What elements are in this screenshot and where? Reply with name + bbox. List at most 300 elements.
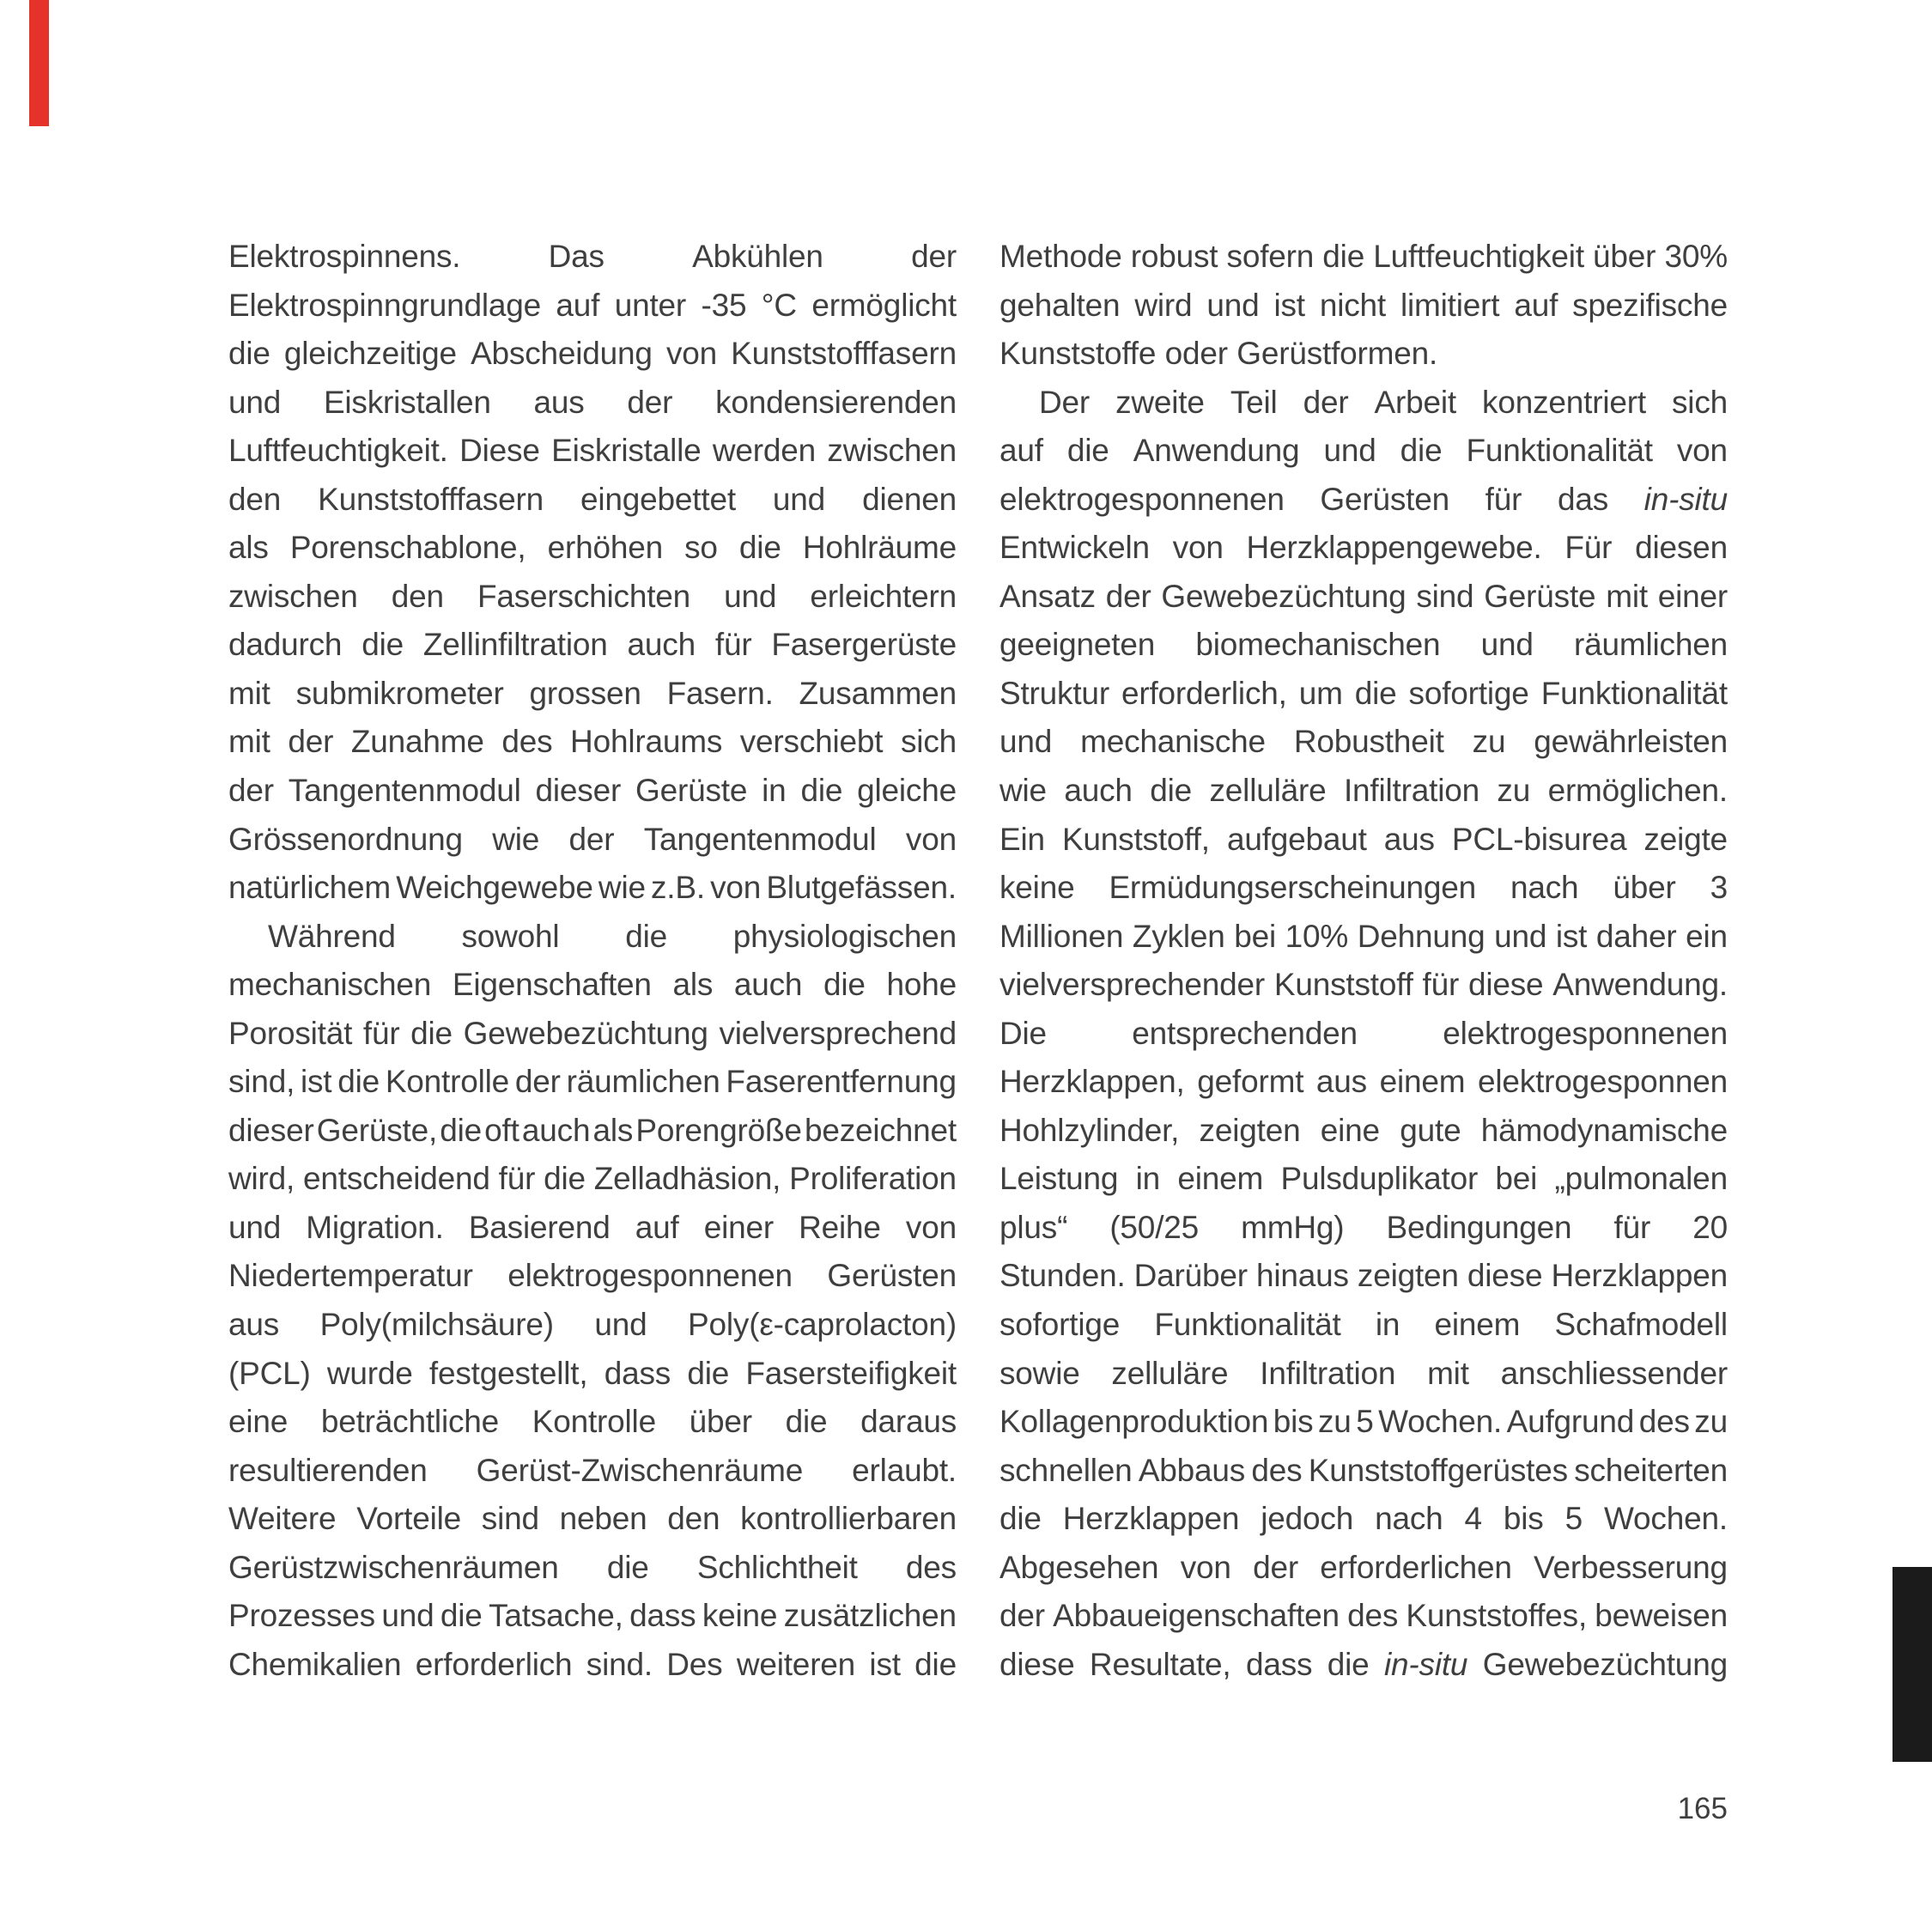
word: des	[905, 1549, 957, 1585]
word: keine	[702, 1598, 778, 1634]
word: von	[905, 821, 957, 857]
word: mechanische	[1080, 724, 1266, 760]
word: Kontrolle	[532, 1404, 656, 1440]
word: Abkühlen	[692, 239, 823, 274]
word: Gewebezüchtung	[1482, 1646, 1728, 1682]
word: die	[738, 530, 781, 566]
word: die	[410, 1015, 453, 1051]
word: Wochen.	[1603, 1501, 1728, 1537]
word: gleichzeitige	[283, 336, 457, 372]
word: z.B.	[651, 870, 705, 906]
text-line	[228, 1204, 957, 1253]
word: mit	[1427, 1355, 1469, 1391]
word: hämodynamische	[1480, 1112, 1728, 1148]
word: bei	[1234, 918, 1276, 954]
word: für	[1422, 967, 1460, 1003]
word: für	[1485, 481, 1522, 517]
word: Weitere	[228, 1501, 337, 1537]
word: und	[228, 384, 282, 420]
word: Hohlraums	[570, 724, 723, 760]
word: grossen	[529, 675, 641, 711]
word: mmHg)	[1241, 1209, 1345, 1245]
word: zusätzlichen	[783, 1598, 957, 1634]
word: sowie	[999, 1355, 1080, 1391]
word: Wochen.	[1378, 1404, 1503, 1440]
word: mit	[228, 675, 270, 711]
text-line	[999, 816, 1728, 865]
word: schnellen	[999, 1452, 1133, 1488]
text-line	[999, 1592, 1728, 1641]
word: aus	[228, 1307, 280, 1343]
word: Resultate,	[1089, 1646, 1231, 1682]
text-line	[999, 1155, 1728, 1204]
word: Eigenschaften	[452, 967, 652, 1003]
word: Tatsache,	[489, 1598, 623, 1634]
word: entscheidend	[303, 1161, 490, 1197]
word: neben	[559, 1501, 647, 1537]
word: Gewebezüchtung	[463, 1015, 708, 1051]
word: das	[1557, 481, 1608, 517]
word: Ermüdungserscheinungen	[1109, 870, 1476, 906]
word: Zusammen	[799, 675, 957, 711]
word: Gerüstzwischenräumen	[228, 1549, 559, 1585]
word: Kunststoffe	[999, 336, 1157, 372]
word: sich	[901, 724, 957, 760]
text-line	[999, 524, 1728, 573]
word: Eiskristallen	[323, 384, 491, 420]
word: Migration.	[306, 1209, 444, 1245]
word: nach	[1510, 870, 1579, 906]
italic-word: in-situ	[1384, 1646, 1468, 1682]
word: Gerüsten	[1320, 481, 1449, 517]
word: bis	[1503, 1501, 1544, 1537]
word: sind.	[586, 1646, 653, 1682]
word: Während	[268, 918, 396, 954]
text-line	[228, 282, 957, 331]
text-line	[999, 233, 1728, 282]
word: Schafmodell	[1554, 1307, 1728, 1343]
word: in	[762, 773, 787, 809]
word: Bedingungen	[1386, 1209, 1572, 1245]
word: erforderlichen	[1320, 1549, 1512, 1585]
text-line	[228, 1155, 957, 1204]
word: der	[228, 773, 274, 809]
word: für	[362, 1015, 400, 1051]
word: gute	[1400, 1112, 1461, 1148]
word: und	[1206, 287, 1260, 323]
word: dass	[604, 1355, 671, 1391]
word: hinaus	[1255, 1258, 1349, 1294]
word: von	[905, 1209, 957, 1245]
word: die	[785, 1404, 828, 1440]
word: entsprechenden	[1132, 1015, 1358, 1051]
word: und	[1323, 433, 1376, 469]
word: Eiskristalle	[551, 433, 702, 469]
text-column-right	[999, 233, 1728, 1689]
word: daher	[1595, 918, 1677, 954]
text-line	[228, 1107, 957, 1156]
word: Kontrolle	[385, 1064, 510, 1100]
word: die	[914, 1646, 957, 1682]
word: dadurch	[228, 627, 343, 663]
word: Zyklen	[1132, 918, 1225, 954]
word: Zunahme	[350, 724, 484, 760]
word: sich	[1672, 384, 1728, 420]
word: Fasersteifigkeit	[745, 1355, 957, 1391]
word: 10%	[1285, 918, 1349, 954]
word: diese	[1467, 1258, 1543, 1294]
word: und	[999, 724, 1053, 760]
word: Funktionalität	[1466, 433, 1653, 469]
word: zu	[1317, 1404, 1352, 1440]
word: nach	[1375, 1501, 1443, 1537]
word: Methode	[999, 239, 1122, 274]
text-line	[999, 1204, 1728, 1253]
word: Poly(ε-caprolacton)	[688, 1307, 957, 1343]
word: erlaubt.	[852, 1452, 957, 1488]
word: Infiltration	[1260, 1355, 1396, 1391]
text-line	[228, 379, 957, 428]
text-line	[228, 1495, 957, 1544]
word: eine	[1320, 1112, 1380, 1148]
text-line	[999, 1010, 1728, 1059]
text-line	[228, 573, 957, 622]
word: 30%	[1664, 239, 1728, 274]
word: geeigneten	[999, 627, 1156, 663]
word: um	[1298, 675, 1343, 711]
word: zwischen	[827, 433, 957, 469]
word: Reihe	[799, 1209, 881, 1245]
word: so	[684, 530, 718, 566]
word: in	[1375, 1307, 1400, 1343]
word: diese	[999, 1646, 1075, 1682]
word: Millionen	[999, 918, 1124, 954]
word: Faserschichten	[477, 578, 691, 614]
word: sind	[1416, 578, 1474, 614]
text-line	[228, 1592, 957, 1641]
word: elektrogesponnen	[1478, 1064, 1728, 1100]
word: der	[288, 724, 334, 760]
word: Zellinfiltration	[422, 627, 608, 663]
word: dass	[1245, 1646, 1313, 1682]
word: Infiltration	[1343, 773, 1479, 809]
word: Tangentenmodul	[643, 821, 877, 857]
word: Elektrospinngrundlage	[228, 287, 541, 323]
word: zeigten	[1357, 1258, 1459, 1294]
text-line	[999, 670, 1728, 719]
word: Kunststoffes,	[1406, 1598, 1588, 1634]
word: als	[592, 1112, 634, 1148]
word: der	[1105, 578, 1151, 614]
word: biomechanischen	[1195, 627, 1441, 663]
word: Fasern.	[666, 675, 774, 711]
word: wie	[598, 870, 646, 906]
word: 5	[1564, 1501, 1583, 1537]
word: Porosität	[228, 1015, 353, 1051]
word: resultierenden	[228, 1452, 428, 1488]
word: den	[667, 1501, 720, 1537]
word: räumlichen	[566, 1064, 720, 1100]
word: Zelladhäsion,	[593, 1161, 781, 1197]
word: geformt	[1197, 1064, 1304, 1100]
word: nicht	[1319, 287, 1386, 323]
word: die	[823, 967, 866, 1003]
word: daraus	[860, 1404, 957, 1440]
word: zu	[1497, 773, 1531, 809]
word: kontrollierbaren	[740, 1501, 957, 1537]
word: auf	[1514, 287, 1558, 323]
word: die	[440, 1598, 483, 1634]
word: Porenschablone,	[289, 530, 526, 566]
text-line	[228, 476, 957, 525]
text-line	[999, 961, 1728, 1010]
word: für	[714, 627, 752, 663]
word: einer	[703, 1209, 774, 1245]
word: Proliferation	[789, 1161, 957, 1197]
word: sofortige	[999, 1307, 1121, 1343]
word: oder	[1164, 336, 1228, 372]
text-line	[999, 1058, 1728, 1107]
word: Leistung	[999, 1161, 1119, 1197]
word: eingebettet	[580, 481, 736, 517]
word: oft	[484, 1112, 519, 1148]
word: Verbesserung	[1534, 1549, 1728, 1585]
word: Darüber	[1133, 1258, 1248, 1294]
word: zweite	[1115, 384, 1205, 420]
word: werden	[712, 433, 817, 469]
word: des	[1347, 1598, 1399, 1634]
text-line	[999, 1544, 1728, 1593]
text-line	[228, 961, 957, 1010]
word: PCL-bisurea	[1451, 821, 1627, 857]
word: Anwendung	[1133, 433, 1300, 469]
word: Porengröße	[635, 1112, 802, 1148]
word: mit	[228, 724, 270, 760]
word: einem	[1177, 1161, 1264, 1197]
word: Gewebezüchtung	[1161, 578, 1406, 614]
chapter-thumb-tab	[1893, 1567, 1932, 1762]
word: ist	[1273, 287, 1305, 323]
word: über	[1593, 239, 1656, 274]
word: dass	[629, 1598, 696, 1634]
word: verschiebt	[739, 724, 884, 760]
word: zu	[1472, 724, 1506, 760]
text-line	[999, 476, 1728, 525]
word: in	[1135, 1161, 1161, 1197]
word: natürlichem	[228, 870, 392, 906]
word: die	[440, 1112, 482, 1148]
word: beträchtliche	[320, 1404, 500, 1440]
word: Aufgrund	[1506, 1404, 1635, 1440]
word: plus“	[999, 1209, 1068, 1245]
word: die	[1354, 675, 1397, 711]
text-line	[999, 1641, 1728, 1690]
word: elektrogesponnenen	[507, 1258, 793, 1294]
word: Ein	[999, 821, 1045, 857]
word: Entwickeln	[999, 530, 1150, 566]
word: des	[1251, 1452, 1303, 1488]
word: einem	[1434, 1307, 1521, 1343]
word: Anwendung.	[1552, 967, 1728, 1003]
word: für	[1613, 1209, 1651, 1245]
word: dieser	[228, 1112, 314, 1148]
word: den	[391, 578, 444, 614]
word: auf	[999, 433, 1043, 469]
word: robust	[1130, 239, 1218, 274]
word: °C	[761, 287, 797, 323]
word: räumlichen	[1573, 627, 1728, 663]
word: Kunststofffasern	[318, 481, 544, 517]
text-line	[999, 1301, 1728, 1350]
word: auch	[521, 1112, 591, 1148]
word: Kollagenproduktion	[999, 1404, 1269, 1440]
text-line	[228, 621, 957, 670]
text-line	[228, 1641, 957, 1690]
word: Herzklappen	[1551, 1258, 1728, 1294]
word: ein	[1686, 918, 1728, 954]
word: Kunststoff	[1273, 967, 1413, 1003]
word: die	[337, 1064, 380, 1100]
word: spezifische	[1572, 287, 1728, 323]
text-line	[228, 1301, 957, 1350]
word: Funktionalität	[1540, 675, 1728, 711]
text-line	[999, 1350, 1728, 1399]
word: ermöglichen.	[1547, 773, 1728, 809]
word: Faserentfernung	[726, 1064, 957, 1100]
text-line	[999, 621, 1728, 670]
word: und	[381, 1598, 434, 1634]
word: und	[772, 481, 826, 517]
word: submikrometer	[295, 675, 504, 711]
word: Elektrospinnens.	[228, 239, 461, 274]
word: auch	[627, 627, 696, 663]
word: Luftfeuchtigkeit	[1373, 239, 1584, 274]
text-line	[999, 1107, 1728, 1156]
word: Robustheit	[1293, 724, 1444, 760]
text-line	[999, 282, 1728, 331]
word: die	[625, 918, 667, 954]
word: von	[1180, 1549, 1231, 1585]
word: Gerüste	[1484, 578, 1596, 614]
word: von	[665, 336, 717, 372]
text-line	[228, 330, 957, 379]
word: Abgesehen	[999, 1549, 1159, 1585]
word: bezeichnet	[804, 1112, 957, 1148]
word: aus	[1383, 821, 1435, 857]
word: Des	[666, 1646, 723, 1682]
word: Chemikalien	[228, 1646, 402, 1682]
page-number: 165	[1677, 1792, 1728, 1825]
word: Tangentenmodul	[288, 773, 521, 809]
word: Abbaueigenschaften	[1053, 1598, 1340, 1634]
word: vielversprechend	[719, 1015, 957, 1051]
word: Kunststoffgerüstes	[1308, 1452, 1568, 1488]
word: Niedertemperatur	[228, 1258, 473, 1294]
text-line	[228, 670, 957, 719]
word: Abbaus	[1138, 1452, 1246, 1488]
word: über	[1613, 870, 1676, 906]
word: wird,	[228, 1161, 295, 1197]
text-line	[999, 379, 1728, 428]
word: der	[911, 239, 957, 274]
word: Stunden.	[999, 1258, 1126, 1294]
word: und	[1480, 627, 1534, 663]
word: physiologischen	[732, 918, 957, 954]
word: erleichtern	[810, 578, 957, 614]
word: wurde	[326, 1355, 413, 1391]
word: Luftfeuchtigkeit.	[228, 433, 448, 469]
text-line	[999, 573, 1728, 622]
word: sind	[481, 1501, 539, 1537]
word: Herzklappen,	[999, 1064, 1185, 1100]
italic-word: in-situ	[1643, 481, 1728, 517]
word: mechanischen	[228, 967, 432, 1003]
word: kondensierenden	[715, 384, 957, 420]
word: als	[672, 967, 714, 1003]
word: Gerüst-Zwischenräume	[476, 1452, 804, 1488]
word: erforderlich,	[1121, 675, 1287, 711]
word: (PCL)	[228, 1355, 311, 1391]
word: Funktionalität	[1154, 1307, 1341, 1343]
word: Fasergerüste	[771, 627, 957, 663]
word: mit	[1606, 578, 1648, 614]
word: Grössenordnung	[228, 821, 463, 857]
word: beweisen	[1595, 1598, 1728, 1634]
word: Der	[1039, 384, 1091, 420]
word: sowohl	[461, 918, 560, 954]
word: keine	[999, 870, 1075, 906]
text-line	[228, 1058, 957, 1107]
word: 5	[1356, 1404, 1374, 1440]
word: über	[689, 1404, 752, 1440]
text-line	[999, 1252, 1728, 1301]
text-line	[999, 1495, 1728, 1544]
word: die	[1327, 1646, 1370, 1682]
word: auch	[733, 967, 803, 1003]
word: eine	[228, 1404, 289, 1440]
word: zeigte	[1643, 821, 1728, 857]
word: Für	[1564, 530, 1613, 566]
word: Struktur	[999, 675, 1109, 711]
word: Blutgefässen.	[766, 870, 957, 906]
word: Ansatz	[999, 578, 1096, 614]
text-line	[999, 718, 1728, 767]
word: Diese	[459, 433, 540, 469]
word: Herzklappen	[1062, 1501, 1240, 1537]
text-line	[228, 427, 957, 476]
text-line	[999, 330, 1728, 379]
word: Kunststoff,	[1061, 821, 1210, 857]
word: festgestellt,	[428, 1355, 588, 1391]
word: wie	[492, 821, 540, 857]
word: Das	[548, 239, 605, 274]
text-column-left	[228, 233, 957, 1689]
word: der	[1253, 1549, 1298, 1585]
word: Arbeit	[1374, 384, 1456, 420]
word: aus	[533, 384, 585, 420]
word: Schlichtheit	[696, 1549, 858, 1585]
word: die	[1322, 239, 1365, 274]
word: Hohlräume	[802, 530, 957, 566]
word: als	[228, 530, 269, 566]
word: die	[1400, 433, 1443, 469]
word: elektrogesponnenen	[999, 481, 1285, 517]
word: weiteren	[736, 1646, 856, 1682]
word: elektrogesponnenen	[1443, 1015, 1728, 1051]
word: gleiche	[857, 773, 957, 809]
text-line	[228, 1350, 957, 1399]
word: die	[361, 627, 404, 663]
